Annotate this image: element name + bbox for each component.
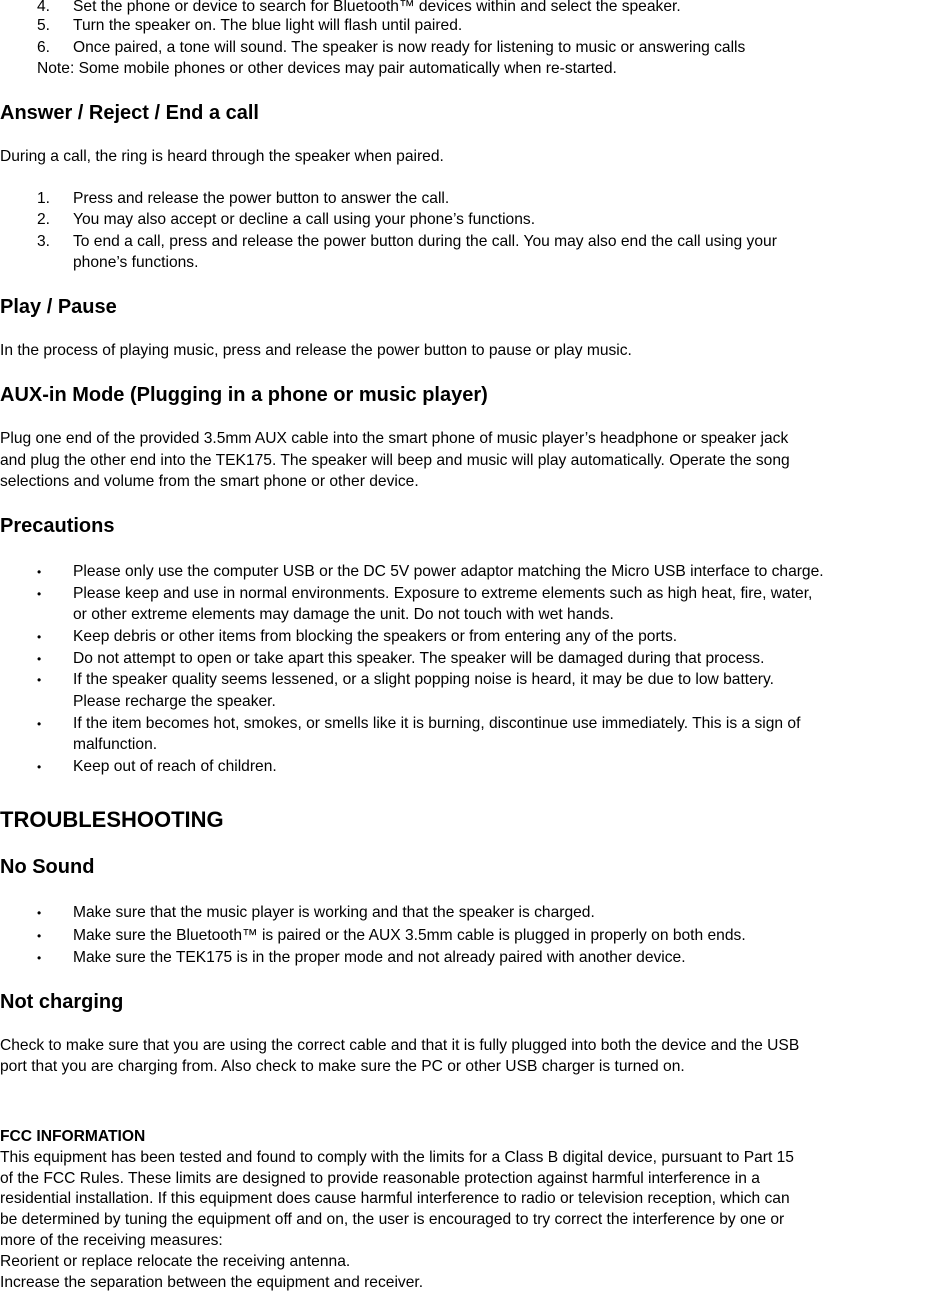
paragraph-line: Plug one end of the provided 3.5mm AUX cable into the smart phone of music player’s headphone or speaker jack xyxy=(0,430,789,447)
bullet-icon: • xyxy=(37,652,42,666)
bullet-icon: • xyxy=(37,951,42,965)
precautions-heading: Precautions xyxy=(0,515,115,537)
list-item-text: Once paired, a tone will sound. The speaker is now ready for listening to music or answering calls xyxy=(73,39,746,56)
list-item-text: Keep debris or other items from blocking the speakers or from entering any of the ports. xyxy=(73,628,678,645)
list-item-text: You may also accept or decline a call using your phone’s functions. xyxy=(73,211,536,228)
list-number: 6. xyxy=(37,39,51,56)
answer-intro: During a call, the ring is heard through the speaker when paired. xyxy=(0,148,444,165)
list-item-text: Press and release the power button to answer the call. xyxy=(73,190,450,207)
list-item-text: phone’s functions. xyxy=(73,254,199,271)
paragraph-line: selections and volume from the smart phone or other device. xyxy=(0,473,419,490)
list-item-text: If the item becomes hot, smokes, or smells like it is burning, discontinue use immediately. This is a sign of xyxy=(73,715,801,732)
paragraph-line: port that you are charging from. Also check to make sure the PC or other USB charger is turned on. xyxy=(0,1058,685,1075)
troubleshooting-heading: TROUBLESHOOTING xyxy=(0,807,224,832)
play-heading: Play / Pause xyxy=(0,296,117,318)
bullet-icon: • xyxy=(37,587,42,601)
paragraph-line: of the FCC Rules. These limits are designed to provide reasonable protection against harmful interference in a xyxy=(0,1170,760,1187)
paragraph-line: Reorient or replace relocate the receiving antenna. xyxy=(0,1253,351,1270)
bullet-icon: • xyxy=(37,760,42,774)
bullet-icon: • xyxy=(37,565,42,579)
answer-heading: Answer / Reject / End a call xyxy=(0,102,259,124)
list-item-text: Make sure the Bluetooth™ is paired or the AUX 3.5mm cable is plugged in properly on both ends. xyxy=(73,927,746,944)
play-text: In the process of playing music, press and release the power button to pause or play music. xyxy=(0,342,632,359)
bullet-icon: • xyxy=(37,673,42,687)
bullet-icon: • xyxy=(37,906,42,920)
list-item-text: Please keep and use in normal environments. Exposure to extreme elements such as high heat, fire, water, xyxy=(73,585,813,602)
not-charging-heading: Not charging xyxy=(0,991,124,1013)
fcc-heading: FCC INFORMATION xyxy=(0,1128,146,1145)
bullet-icon: • xyxy=(37,630,42,644)
list-item-text: Please recharge the speaker. xyxy=(73,693,276,710)
list-item-text: Keep out of reach of children. xyxy=(73,758,277,775)
paragraph-line: Check to make sure that you are using the correct cable and that it is fully plugged into both the device and the USB xyxy=(0,1037,800,1054)
list-number: 5. xyxy=(37,17,51,34)
list-item-text: Please only use the computer USB or the DC 5V power adaptor matching the Micro USB interface to charge. xyxy=(73,563,824,580)
list-item-text: or other extreme elements may damage the unit. Do not touch with wet hands. xyxy=(73,606,614,623)
list-item-text: malfunction. xyxy=(73,736,158,753)
paragraph-line: Increase the separation between the equipment and receiver. xyxy=(0,1274,424,1291)
list-item-text: Make sure the TEK175 is in the proper mode and not already paired with another device. xyxy=(73,949,686,966)
list-item-text: Make sure that the music player is working and that the speaker is charged. xyxy=(73,904,595,921)
list-number: 2. xyxy=(37,211,51,228)
list-item-text: Do not attempt to open or take apart this speaker. The speaker will be damaged during that process. xyxy=(73,650,765,667)
list-number: 3. xyxy=(37,233,51,250)
paragraph-line: residential installation. If this equipment does cause harmful interference to radio or television reception, which can xyxy=(0,1190,790,1207)
bullet-icon: • xyxy=(37,717,42,731)
list-item-text: Turn the speaker on. The blue light will flash until paired. xyxy=(73,17,463,34)
no-sound-heading: No Sound xyxy=(0,856,95,878)
paragraph-line: This equipment has been tested and found to comply with the limits for a Class B digital device, pursuant to Part 15 xyxy=(0,1149,794,1166)
paragraph-line: be determined by tuning the equipment off and on, the user is encouraged to try correct the interference by one or xyxy=(0,1211,785,1228)
bullet-icon: • xyxy=(37,929,42,943)
list-number: 1. xyxy=(37,190,51,207)
paragraph-line: more of the receiving measures: xyxy=(0,1232,223,1249)
list-item-text: To end a call, press and release the power button during the call. You may also end the call using your xyxy=(73,233,777,250)
list-number: 4. xyxy=(37,0,51,15)
list-item-text: Set the phone or device to search for Bluetooth™ devices within and select the speaker. xyxy=(73,0,681,15)
list-item-text: If the speaker quality seems lessened, or a slight popping noise is heard, it may be due to low battery. xyxy=(73,671,774,688)
note-text: Note: Some mobile phones or other devices may pair automatically when re-started. xyxy=(37,60,617,77)
aux-heading: AUX-in Mode (Plugging in a phone or music player) xyxy=(0,384,488,406)
paragraph-line: and plug the other end into the TEK175. The speaker will beep and music will play automatically. Operate the song xyxy=(0,452,790,469)
